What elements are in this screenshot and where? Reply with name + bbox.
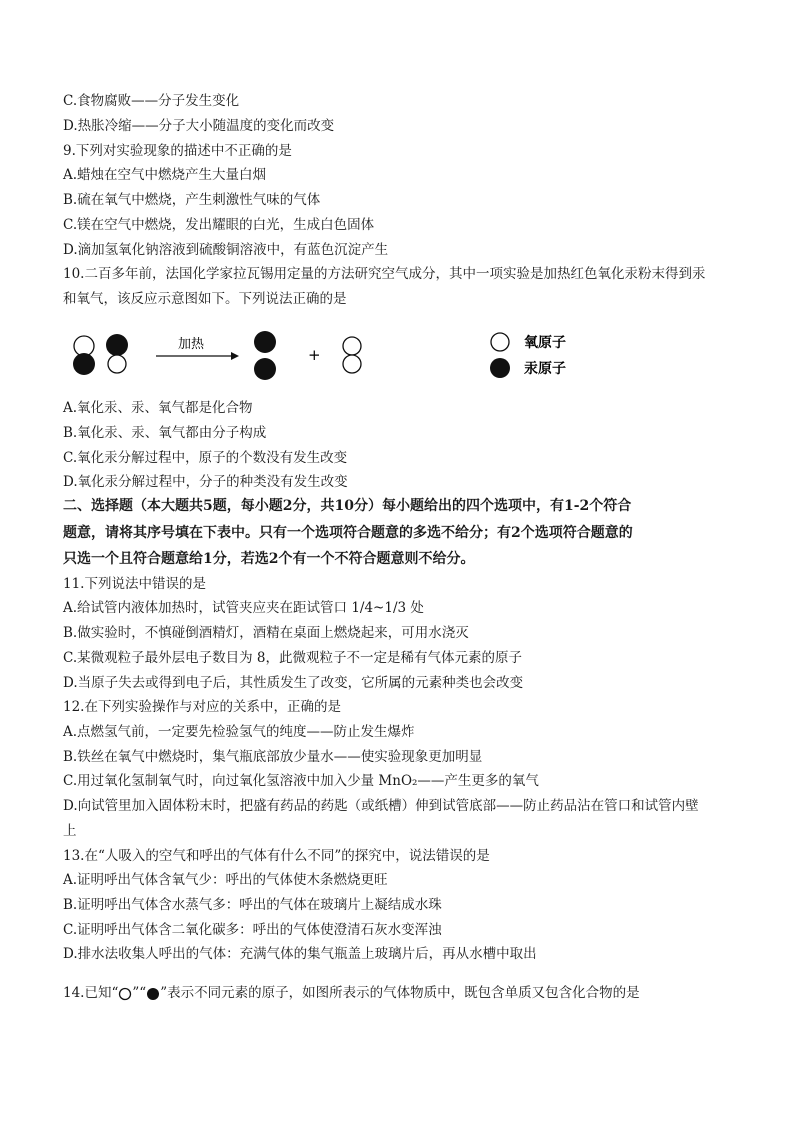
section-2-heading-line2: 题意，请将其序号填在下表中。只有一个选项符合题意的多选不给分；有2个选项符合题意的 (63, 525, 633, 541)
q10-option-b: B.氧化汞、汞、氧气都由分子构成 (63, 425, 267, 441)
q12-option-c: C.用过氧化氢制氧气时，向过氧化氢溶液中加入少量 MnO₂——产生更多的氧气 (63, 773, 539, 789)
q10-option-a: A.氧化汞、汞、氧气都是化合物 (63, 400, 253, 416)
legend-oxygen-icon (491, 333, 509, 351)
legend-oxygen-label: 氧原子 (524, 335, 566, 351)
question-10-line2: 和氧气，该反应示意图如下。下列说法正确的是 (63, 291, 347, 307)
q12-option-d-line1: D.向试管里加入固体粉末时，把盛有药品的药匙（或纸槽）伸到试管底部——防止药品沾在管口和试管内壁 (63, 798, 699, 814)
q12-option-a: A.点燃氢气前，一定要先检验氢气的纯度——防止发生爆炸 (63, 724, 415, 740)
white-atom-icon (118, 987, 132, 1001)
q14-text-mid: ”“ (132, 985, 147, 1001)
q14-text-pre: 14.已知“ (63, 985, 119, 1001)
oxygen-atom (343, 337, 361, 355)
question-14 (63, 984, 640, 1002)
section-2-heading-line3: 只选一个且符合题意给1分，若选2个有一个不符合题意则不给分。 (63, 551, 475, 567)
black-atom-icon (146, 987, 160, 1001)
question-13: 13.在“人吸入的空气和呼出的气体有什么不同”的探究中，说法错误的是 (63, 848, 490, 864)
oxygen-atom (343, 355, 361, 373)
line-c-food: C.食物腐败——分子发生变化 (63, 93, 240, 109)
question-11: 11.下列说法中错误的是 (63, 576, 206, 592)
question-12: 12.在下列实验操作与对应的关系中，正确的是 (63, 699, 341, 715)
legend-mercury-icon (490, 358, 510, 378)
q11-option-c: C.某微观粒子最外层电子数目为 8，此微观粒子不一定是稀有气体元素的原子 (63, 650, 523, 666)
q9-option-c: C.镁在空气中燃烧，发出耀眼的白光，生成白色固体 (63, 217, 375, 233)
arrow-label: 加热 (178, 337, 205, 352)
legend-mercury-label: 汞原子 (524, 361, 566, 377)
q13-option-b: B.证明呼出气体含水蒸气多：呼出的气体在玻璃片上凝结成水珠 (63, 897, 442, 913)
q11-option-b: B.做实验时，不慎碰倒酒精灯，酒精在桌面上燃烧起来，可用水浇灭 (63, 625, 469, 641)
q9-option-b: B.硫在氧气中燃烧，产生刺激性气味的气体 (63, 192, 321, 208)
q11-option-d: D.当原子失去或得到电子后，其性质发生了改变，它所属的元素种类也会改变 (63, 675, 524, 691)
section-2-heading-line1: 二、选择题（本大题共5题，每小题2分，共10分）每小题给出的四个选项中，有1-2个符合 (63, 498, 632, 514)
q13-option-a: A.证明呼出气体含氧气少：呼出的气体使木条燃烧更旺 (63, 872, 388, 888)
mercury-atom (106, 334, 128, 356)
q12-option-d-line2: 上 (63, 823, 77, 839)
reaction-diagram (63, 318, 683, 390)
question-10-line1: 10.二百多年前，法国化学家拉瓦锡用定量的方法研究空气成分，其中一项实验是加热红色氧化汞粉末得到汞 (63, 266, 706, 282)
oxygen-atom (108, 355, 126, 373)
q10-option-d: D.氧化汞分解过程中，分子的种类没有发生改变 (63, 474, 348, 490)
q13-option-c: C.证明呼出气体含二氧化碳多：呼出的气体使澄清石灰水变浑浊 (63, 922, 442, 938)
mercury-atom (254, 358, 276, 380)
q9-option-d: D.滴加氢氧化钠溶液到硫酸铜溶液中，有蓝色沉淀产生 (63, 242, 389, 258)
q12-option-b: B.铁丝在氧气中燃烧时，集气瓶底部放少量水——使实验现象更加明显 (63, 749, 483, 765)
q11-option-a: A.给试管内液体加热时，试管夹应夹在距试管口 1/4~1/3 处 (63, 600, 424, 616)
mercury-atom (254, 331, 276, 353)
line-d-expansion: D.热胀冷缩——分子大小随温度的变化而改变 (63, 118, 335, 134)
plus-sign: + (308, 346, 321, 364)
question-9: 9.下列对实验现象的描述中不正确的是 (63, 143, 292, 159)
q13-option-d: D.排水法收集人呼出的气体：充满气体的集气瓶盖上玻璃片后，再从水槽中取出 (63, 946, 537, 962)
arrow-head-icon (231, 352, 239, 360)
q9-option-a: A.蜡烛在空气中燃烧产生大量白烟 (63, 167, 267, 183)
q14-text-post: ”表示不同元素的原子，如图所表示的气体物质中，既包含单质又包含化合物的是 (160, 985, 640, 1001)
mercury-atom (73, 353, 95, 375)
q10-option-c: C.氧化汞分解过程中，原子的个数没有发生改变 (63, 450, 348, 466)
